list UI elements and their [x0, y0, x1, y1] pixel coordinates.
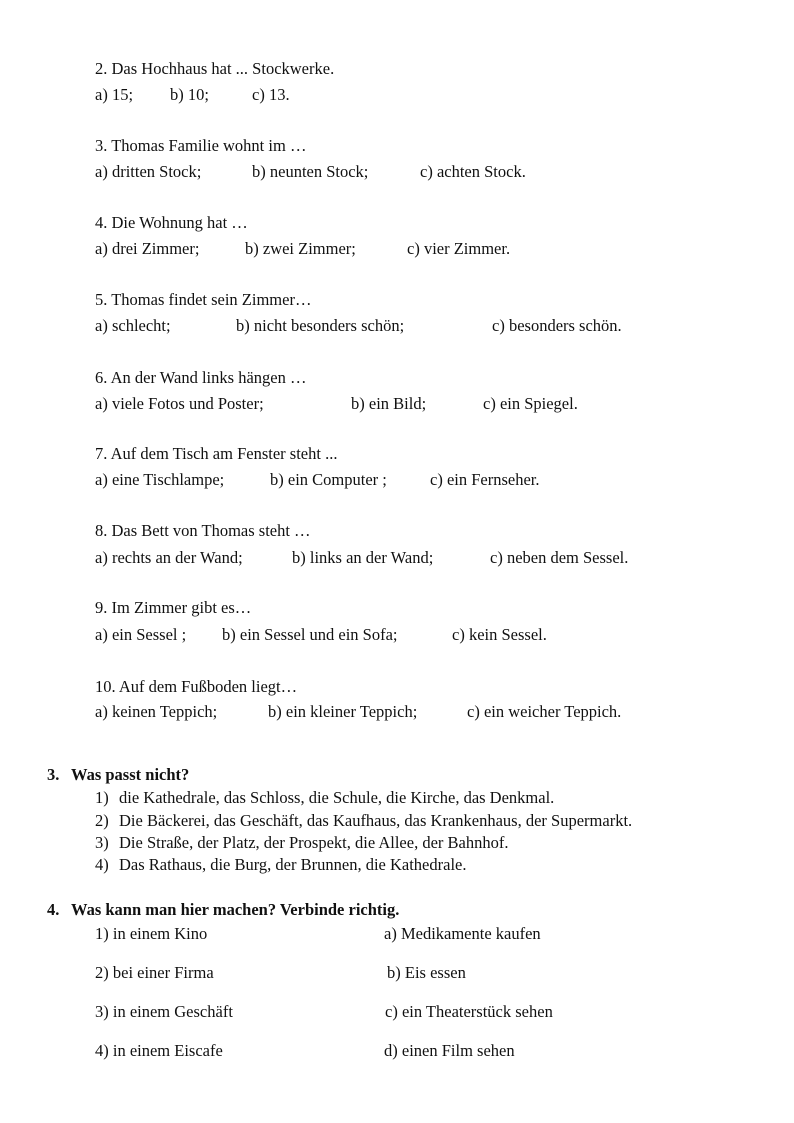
section-number: 4.	[47, 900, 60, 919]
option-b: b) ein Computer ;	[270, 470, 387, 489]
match-right: a) Medikamente kaufen	[384, 924, 541, 943]
match-left: 3) in einem Geschäft	[95, 1002, 233, 1021]
match-left: 4) in einem Eiscafe	[95, 1041, 223, 1060]
list-item: 2) Die Bäckerei, das Geschäft, das Kaufhaus, das Krankenhaus, der Supermarkt.	[95, 811, 633, 830]
question-text: 5. Thomas findet sein Zimmer…	[95, 290, 312, 309]
option-a: a) drei Zimmer;	[95, 239, 200, 258]
option-a: a) keinen Teppich;	[95, 702, 218, 721]
match-left: 1) in einem Kino	[95, 924, 208, 943]
option-b: b) zwei Zimmer;	[245, 239, 356, 258]
question-text: 2. Das Hochhaus hat ... Stockwerke.	[95, 59, 335, 78]
option-c: c) achten Stock.	[420, 162, 526, 181]
section-title: Was kann man hier machen? Verbinde richtig.	[71, 900, 400, 919]
option-b: b) nicht besonders schön;	[236, 316, 405, 335]
option-a: a) ein Sessel ;	[95, 625, 187, 644]
option-a: a) 15;	[95, 85, 134, 104]
option-a: a) rechts an der Wand;	[95, 548, 243, 567]
question-text: 9. Im Zimmer gibt es…	[95, 598, 252, 617]
option-c: c) kein Sessel.	[452, 625, 547, 644]
option-c: c) ein Spiegel.	[483, 394, 578, 413]
question-text: 3. Thomas Familie wohnt im …	[95, 136, 307, 155]
option-a: a) eine Tischlampe;	[95, 470, 225, 489]
option-a: a) schlecht;	[95, 316, 171, 335]
option-c: c) besonders schön.	[492, 316, 622, 335]
option-c: c) vier Zimmer.	[407, 239, 511, 258]
question-text: 4. Die Wohnung hat …	[95, 213, 248, 232]
option-a: a) dritten Stock;	[95, 162, 202, 181]
list-item: 4) Das Rathaus, die Burg, der Brunnen, die Kathedrale.	[95, 855, 467, 874]
match-right: b) Eis essen	[387, 963, 466, 982]
option-b: b) links an der Wand;	[292, 548, 434, 567]
option-b: b) ein Sessel und ein Sofa;	[222, 625, 398, 644]
list-item: 3) Die Straße, der Platz, der Prospekt, die Allee, der Bahnhof.	[95, 833, 509, 852]
option-c: c) 13.	[252, 85, 290, 104]
question-text: 6. An der Wand links hängen …	[95, 368, 307, 387]
option-b: b) ein kleiner Teppich;	[268, 702, 418, 721]
section-title: Was passt nicht?	[71, 765, 190, 784]
option-a: a) viele Fotos und Poster;	[95, 394, 264, 413]
option-b: b) ein Bild;	[351, 394, 427, 413]
question-text: 8. Das Bett von Thomas steht …	[95, 521, 311, 540]
section-heading	[47, 900, 399, 920]
question-text: 10. Auf dem Fußboden liegt…	[95, 677, 298, 696]
option-b: b) neunten Stock;	[252, 162, 369, 181]
option-c: c) ein weicher Teppich.	[467, 702, 622, 721]
section-number: 3.	[47, 765, 60, 784]
option-b: b) 10;	[170, 85, 209, 104]
list-item: 1) die Kathedrale, das Schloss, die Schule, die Kirche, das Denkmal.	[95, 788, 555, 807]
match-right: c) ein Theaterstück sehen	[385, 1002, 553, 1021]
option-c: c) ein Fernseher.	[430, 470, 540, 489]
match-right: d) einen Film sehen	[384, 1041, 515, 1060]
question-text: 7. Auf dem Tisch am Fenster steht ...	[95, 444, 338, 463]
section-heading	[47, 765, 189, 785]
match-left: 2) bei einer Firma	[95, 963, 214, 982]
option-c: c) neben dem Sessel.	[490, 548, 629, 567]
